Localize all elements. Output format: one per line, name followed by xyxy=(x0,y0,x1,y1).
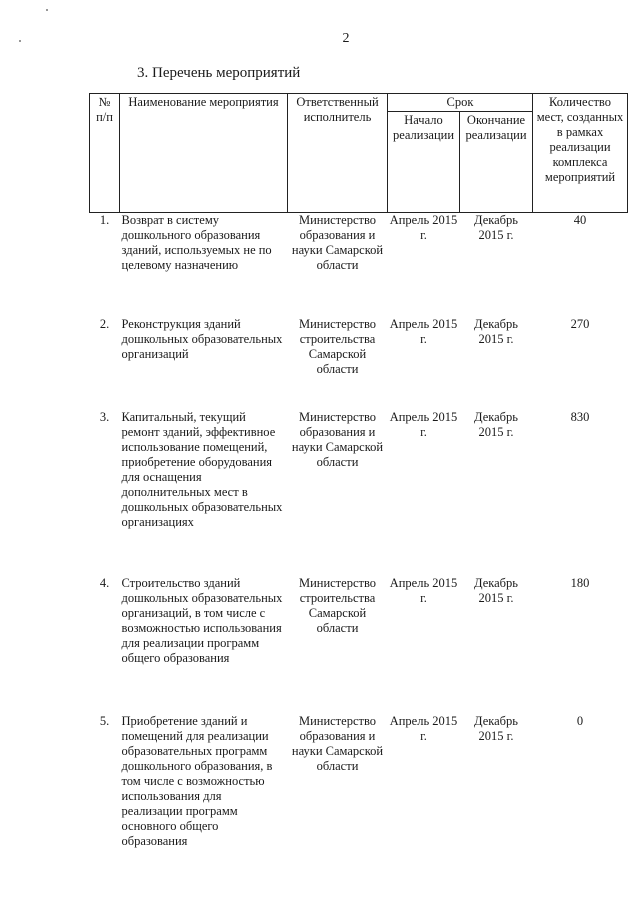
section-title: 3. Перечень мероприятий xyxy=(137,65,301,81)
row-places: 40 xyxy=(573,213,587,227)
row-num: 1. xyxy=(99,213,110,227)
row-num: 5. xyxy=(99,713,110,728)
scan-speck xyxy=(19,40,21,42)
row-places: 270 xyxy=(570,316,590,331)
table-row xyxy=(90,714,628,864)
header-places: Количество мест, созданных в рамках реализации комплекса мероприятий xyxy=(533,94,628,213)
row-name: Строительство зданий дошкольных образовательных организаций, в том числе с возможностью использования для реализации программ общего образования xyxy=(121,575,283,665)
row-places: 0 xyxy=(576,713,584,728)
row-places: 180 xyxy=(570,575,590,590)
table-row xyxy=(90,317,628,410)
row-responsible: Министерство образования и науки Самарской области xyxy=(291,713,384,773)
table-row xyxy=(90,213,628,317)
header-num: № п/п xyxy=(90,94,120,213)
row-num: 4. xyxy=(99,575,110,590)
row-start: Апрель 2015 г. xyxy=(389,409,458,439)
table-row xyxy=(90,410,628,576)
header-start: Начало реализации xyxy=(388,112,460,213)
row-end: Декабрь 2015 г. xyxy=(474,575,518,605)
row-end: Декабрь 2015 г. xyxy=(474,409,518,439)
row-start: Апрель 2015 г. xyxy=(389,575,458,605)
row-end: Декабрь 2015 г. xyxy=(474,713,518,743)
header-end: Окончание реализации xyxy=(460,112,533,213)
row-responsible: Министерство строительства Самарской области xyxy=(298,575,377,635)
row-responsible: Министерство образования и науки Самарской области xyxy=(291,409,384,469)
row-responsible: Министерство образования и науки Самарской области xyxy=(291,213,384,272)
row-name: Капитальный, текущий ремонт зданий, эффективное использование помещений, приобретение оборудования для оснащения дополнительных мест в дошкольных образовательных организациях xyxy=(121,409,283,529)
row-name: Реконструкция зданий дошкольных образовательных организаций xyxy=(121,316,283,361)
row-end: Декабрь 2015 г. xyxy=(474,213,518,242)
row-name: Возврат в систему дошкольного образования зданий, используемых не по целевому назначению xyxy=(121,213,272,272)
row-start: Апрель 2015 г. xyxy=(389,316,458,346)
page-number: 2 xyxy=(342,31,350,46)
scan-speck xyxy=(46,9,48,11)
header-responsible: Ответственный исполнитель xyxy=(288,94,388,213)
row-start: Апрель 2015 г. xyxy=(389,713,458,743)
header-name: Наименование мероприятия xyxy=(120,94,288,213)
row-name: Приобретение зданий и помещений для реализации образовательных программ дошкольного образования, в том числе с возможностью использования для реализации программ основного общего образования xyxy=(121,713,273,848)
events-table xyxy=(89,93,628,864)
row-responsible: Министерство строительства Самарской области xyxy=(298,316,377,376)
header-term: Срок xyxy=(388,94,533,112)
row-num: 3. xyxy=(99,409,110,424)
row-end: Декабрь 2015 г. xyxy=(474,316,518,346)
row-num: 2. xyxy=(99,316,110,331)
row-places: 830 xyxy=(570,409,590,424)
row-start: Апрель 2015 г. xyxy=(389,213,458,242)
table-row xyxy=(90,576,628,714)
